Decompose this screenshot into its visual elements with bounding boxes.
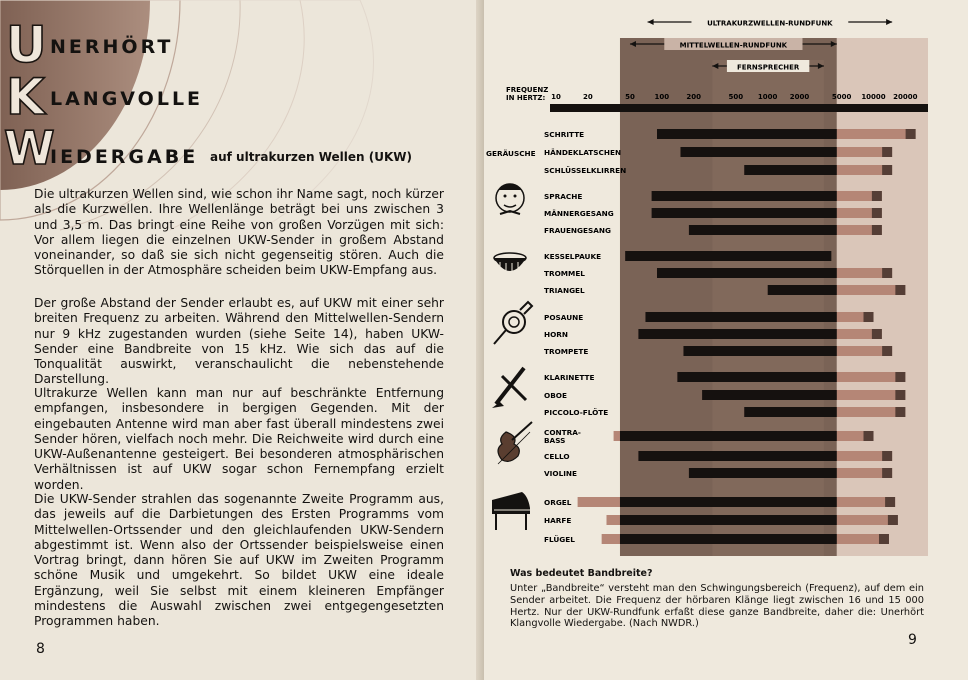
row-label-20: FLÜGEL <box>544 535 575 544</box>
drum-icon <box>494 253 526 275</box>
bar-end-20 <box>879 534 889 544</box>
group-label-geraeusche: GERÄUSCHE <box>486 149 536 158</box>
bar-dark-8 <box>768 285 837 295</box>
row-label-12: KLARINETTE <box>544 373 595 382</box>
svg-text:U: U <box>6 16 47 74</box>
row-label-15: CONTRA- <box>544 428 581 437</box>
row-label-4: MÄNNERGESANG <box>544 209 614 218</box>
bar-end-1 <box>882 147 892 157</box>
bar-end-3 <box>872 191 882 201</box>
band-arrow-head-right-0 <box>886 19 892 25</box>
bar-dark-11 <box>683 346 836 356</box>
x-tick-200: 200 <box>686 93 702 101</box>
bar-dark-1 <box>680 147 836 157</box>
x-tick-2000: 2000 <box>789 93 810 101</box>
row-label-15-b: BASS <box>544 436 566 445</box>
big-letter-u <box>4 16 48 74</box>
bar-dark-15 <box>620 431 837 441</box>
bar-dark-2 <box>744 165 837 175</box>
bar-dark-5 <box>689 225 837 235</box>
bandwidth-chart <box>484 0 968 560</box>
bar-dark-18 <box>620 497 837 507</box>
row-label-16: CELLO <box>544 452 570 461</box>
row-label-5: FRAUENGESANG <box>544 226 612 235</box>
caption-text: Unter „Bandbreite“ versteht man den Schwingungsbereich (Frequenz), auf dem ein Sender arbeitet. Die Frequenz der hörbaren Klänge liegt zwischen 16 und 15 000 Hertz. Nur der UKW-Rundfunk erfaßt diese ganze Bandbreite, daher die: Unerhört Klangvolle Wiedergabe. (Nach NWDR.) <box>510 583 924 630</box>
row-label-1: HÄNDEKLATSCHEN <box>544 148 622 157</box>
paragraph-3: Ultrakurze Wellen kann man nur auf beschränkte Entfernung empfangen, insbesondere in bergigen Gegenden. Mit der eingebauten Antenne wird man aber fast überall mindestens zwei Sender hören, vielfach noch mehr. Die Reichweite wird durch eine UKW-Außenantenne gesteigert. Bei besonderen atmosphärischen Verhältnissen ist auf UKW sogar schon Fernempfang erzielt worden. <box>34 386 444 492</box>
big-letter-w <box>4 120 55 175</box>
x-tick-5000: 5000 <box>831 93 852 101</box>
paragraph-1: Die ultrakurzen Wellen sind, wie schon ihr Name sagt, noch kürzer als die Kurzwellen. Ihre Wellenlänge beträgt bei uns zwischen 3 und 3,5 m. Das bringt eine Reihe von großen Vorzügen mit sich: Vor allem liegen die einzelnen UKW-Sender in großem Abstand voneinander, so daß sie sich nicht gegenseitig stören. Auch die Störquellen in der Atmosphäre scheiden beim UKW-Empfang aus. <box>34 187 444 278</box>
bar-end-2 <box>882 165 892 175</box>
row-label-17: VIOLINE <box>544 469 578 478</box>
band-label-1: MITTELWELLEN-RUNDFUNK <box>679 41 788 50</box>
bar-dark-14 <box>744 407 837 417</box>
bar-end-11 <box>882 346 892 356</box>
bar-dark-10 <box>638 329 836 339</box>
ukw-band-area <box>837 38 928 556</box>
page-number-left: 8 <box>36 641 45 657</box>
bar-dark-6 <box>625 251 831 261</box>
axis-label-line2: IN HERTZ: <box>506 94 546 102</box>
bar-end-12 <box>895 372 905 382</box>
bar-end-13 <box>895 390 905 400</box>
x-tick-20: 20 <box>582 93 593 101</box>
big-letter-k <box>4 68 48 126</box>
row-label-10: HORN <box>544 330 569 339</box>
bar-dark-4 <box>652 208 837 218</box>
row-label-0: SCHRITTE <box>544 130 585 139</box>
bar-dark-7 <box>657 268 837 278</box>
row-label-2: SCHLÜSSELKLIRREN <box>544 166 627 175</box>
bar-end-4 <box>872 208 882 218</box>
clarinet-icon <box>492 368 526 408</box>
row-label-18: ORGEL <box>544 498 572 507</box>
heading-word-2: LANGVOLLE <box>50 88 204 110</box>
bar-dark-19 <box>620 515 837 525</box>
band-arrow-head-left-0 <box>648 19 654 25</box>
bar-dark-0 <box>657 129 837 139</box>
heading-word-3: IEDERGABE <box>50 146 199 168</box>
page-number-right: 9 <box>908 632 917 648</box>
x-tick-10: 10 <box>551 93 561 101</box>
bar-end-15 <box>864 431 874 441</box>
axis-label-line1: FREQUENZ <box>506 86 549 94</box>
bar-end-19 <box>888 515 898 525</box>
row-label-14: PICCOLO-FLÖTE <box>544 408 609 417</box>
face-icon <box>496 184 524 214</box>
caption-title: Was bedeutet Bandbreite? <box>510 568 653 579</box>
bar-end-10 <box>872 329 882 339</box>
bar-end-5 <box>872 225 882 235</box>
paragraph-2: Der große Abstand der Sender erlaubt es, auf UKW mit einer sehr breiten Frequenz zu arbeiten. Während den Mittelwellen-Sendern nur 9 kHz zugestanden wurden (siehe Seite 14), haben UKW-Sender eine Bandbreite von 15 kHz. Wie sich das auf die Tonqualität auswirkt, veranschaulicht die nebenstehende Darstellung. <box>34 296 444 387</box>
row-label-8: TRIANGEL <box>544 286 585 295</box>
paragraph-4: Die UKW-Sender strahlen das sogenannte Zweite Programm aus, das jeweils auf die Darbietungen des Ersten Programms vom Mittelwellen-Ortssender und den gleichlaufenden UKW-Sendern abgestimmt ist. Wenn also der Ortssender beispielsweise einen Vortrag bringt, dann hören Sie auf UKW im Zweiten Programm schöne Musik und umgekehrt. So bildet UKW eine ideale Ergänzung, weil Sie selbst mit einem kleineren Empfänger mindestens die Auswahl zwischen zwei entgegengesetzten Programmen haben. <box>34 492 444 629</box>
row-label-3: SPRACHE <box>544 192 583 201</box>
heading-suffix: auf ultrakurzen Wellen (UKW) <box>210 150 413 164</box>
row-label-11: TROMPETE <box>544 347 589 356</box>
bar-end-0 <box>906 129 916 139</box>
row-label-13: OBOE <box>544 391 567 400</box>
row-label-6: KESSELPAUKE <box>544 252 602 261</box>
x-tick-50: 50 <box>625 93 635 101</box>
bar-dark-16 <box>638 451 836 461</box>
x-tick-10000: 10000 <box>861 93 886 101</box>
bar-end-18 <box>885 497 895 507</box>
x-tick-20000: 20000 <box>893 93 918 101</box>
svg-text:K: K <box>6 68 45 126</box>
piano-icon <box>492 492 530 530</box>
bar-dark-13 <box>702 390 837 400</box>
svg-text:W: W <box>4 121 55 175</box>
bar-end-14 <box>895 407 905 417</box>
x-tick-500: 500 <box>728 93 744 101</box>
right-page <box>484 0 968 680</box>
band-label-0: ULTRAKURZWELLEN-RUNDFUNK <box>707 19 833 28</box>
bar-end-16 <box>882 451 892 461</box>
horn-icon <box>494 302 532 344</box>
bar-dark-3 <box>652 191 837 201</box>
band-label-2: FERNSPRECHER <box>736 63 800 72</box>
heading-word-1: NERHÖRT <box>50 36 174 58</box>
violin-icon <box>498 422 532 464</box>
bar-end-9 <box>864 312 874 322</box>
row-label-19: HARFE <box>544 516 572 525</box>
frequency-scale-bar <box>550 104 928 112</box>
bar-dark-9 <box>645 312 836 322</box>
bar-dark-20 <box>620 534 837 544</box>
x-tick-100: 100 <box>654 93 670 101</box>
bar-end-17 <box>882 468 892 478</box>
bar-end-8 <box>895 285 905 295</box>
bar-end-7 <box>882 268 892 278</box>
row-label-7: TROMMEL <box>544 269 585 278</box>
bar-dark-12 <box>677 372 837 382</box>
bar-dark-17 <box>689 468 837 478</box>
row-label-9: POSAUNE <box>544 313 584 322</box>
x-tick-1000: 1000 <box>757 93 778 101</box>
